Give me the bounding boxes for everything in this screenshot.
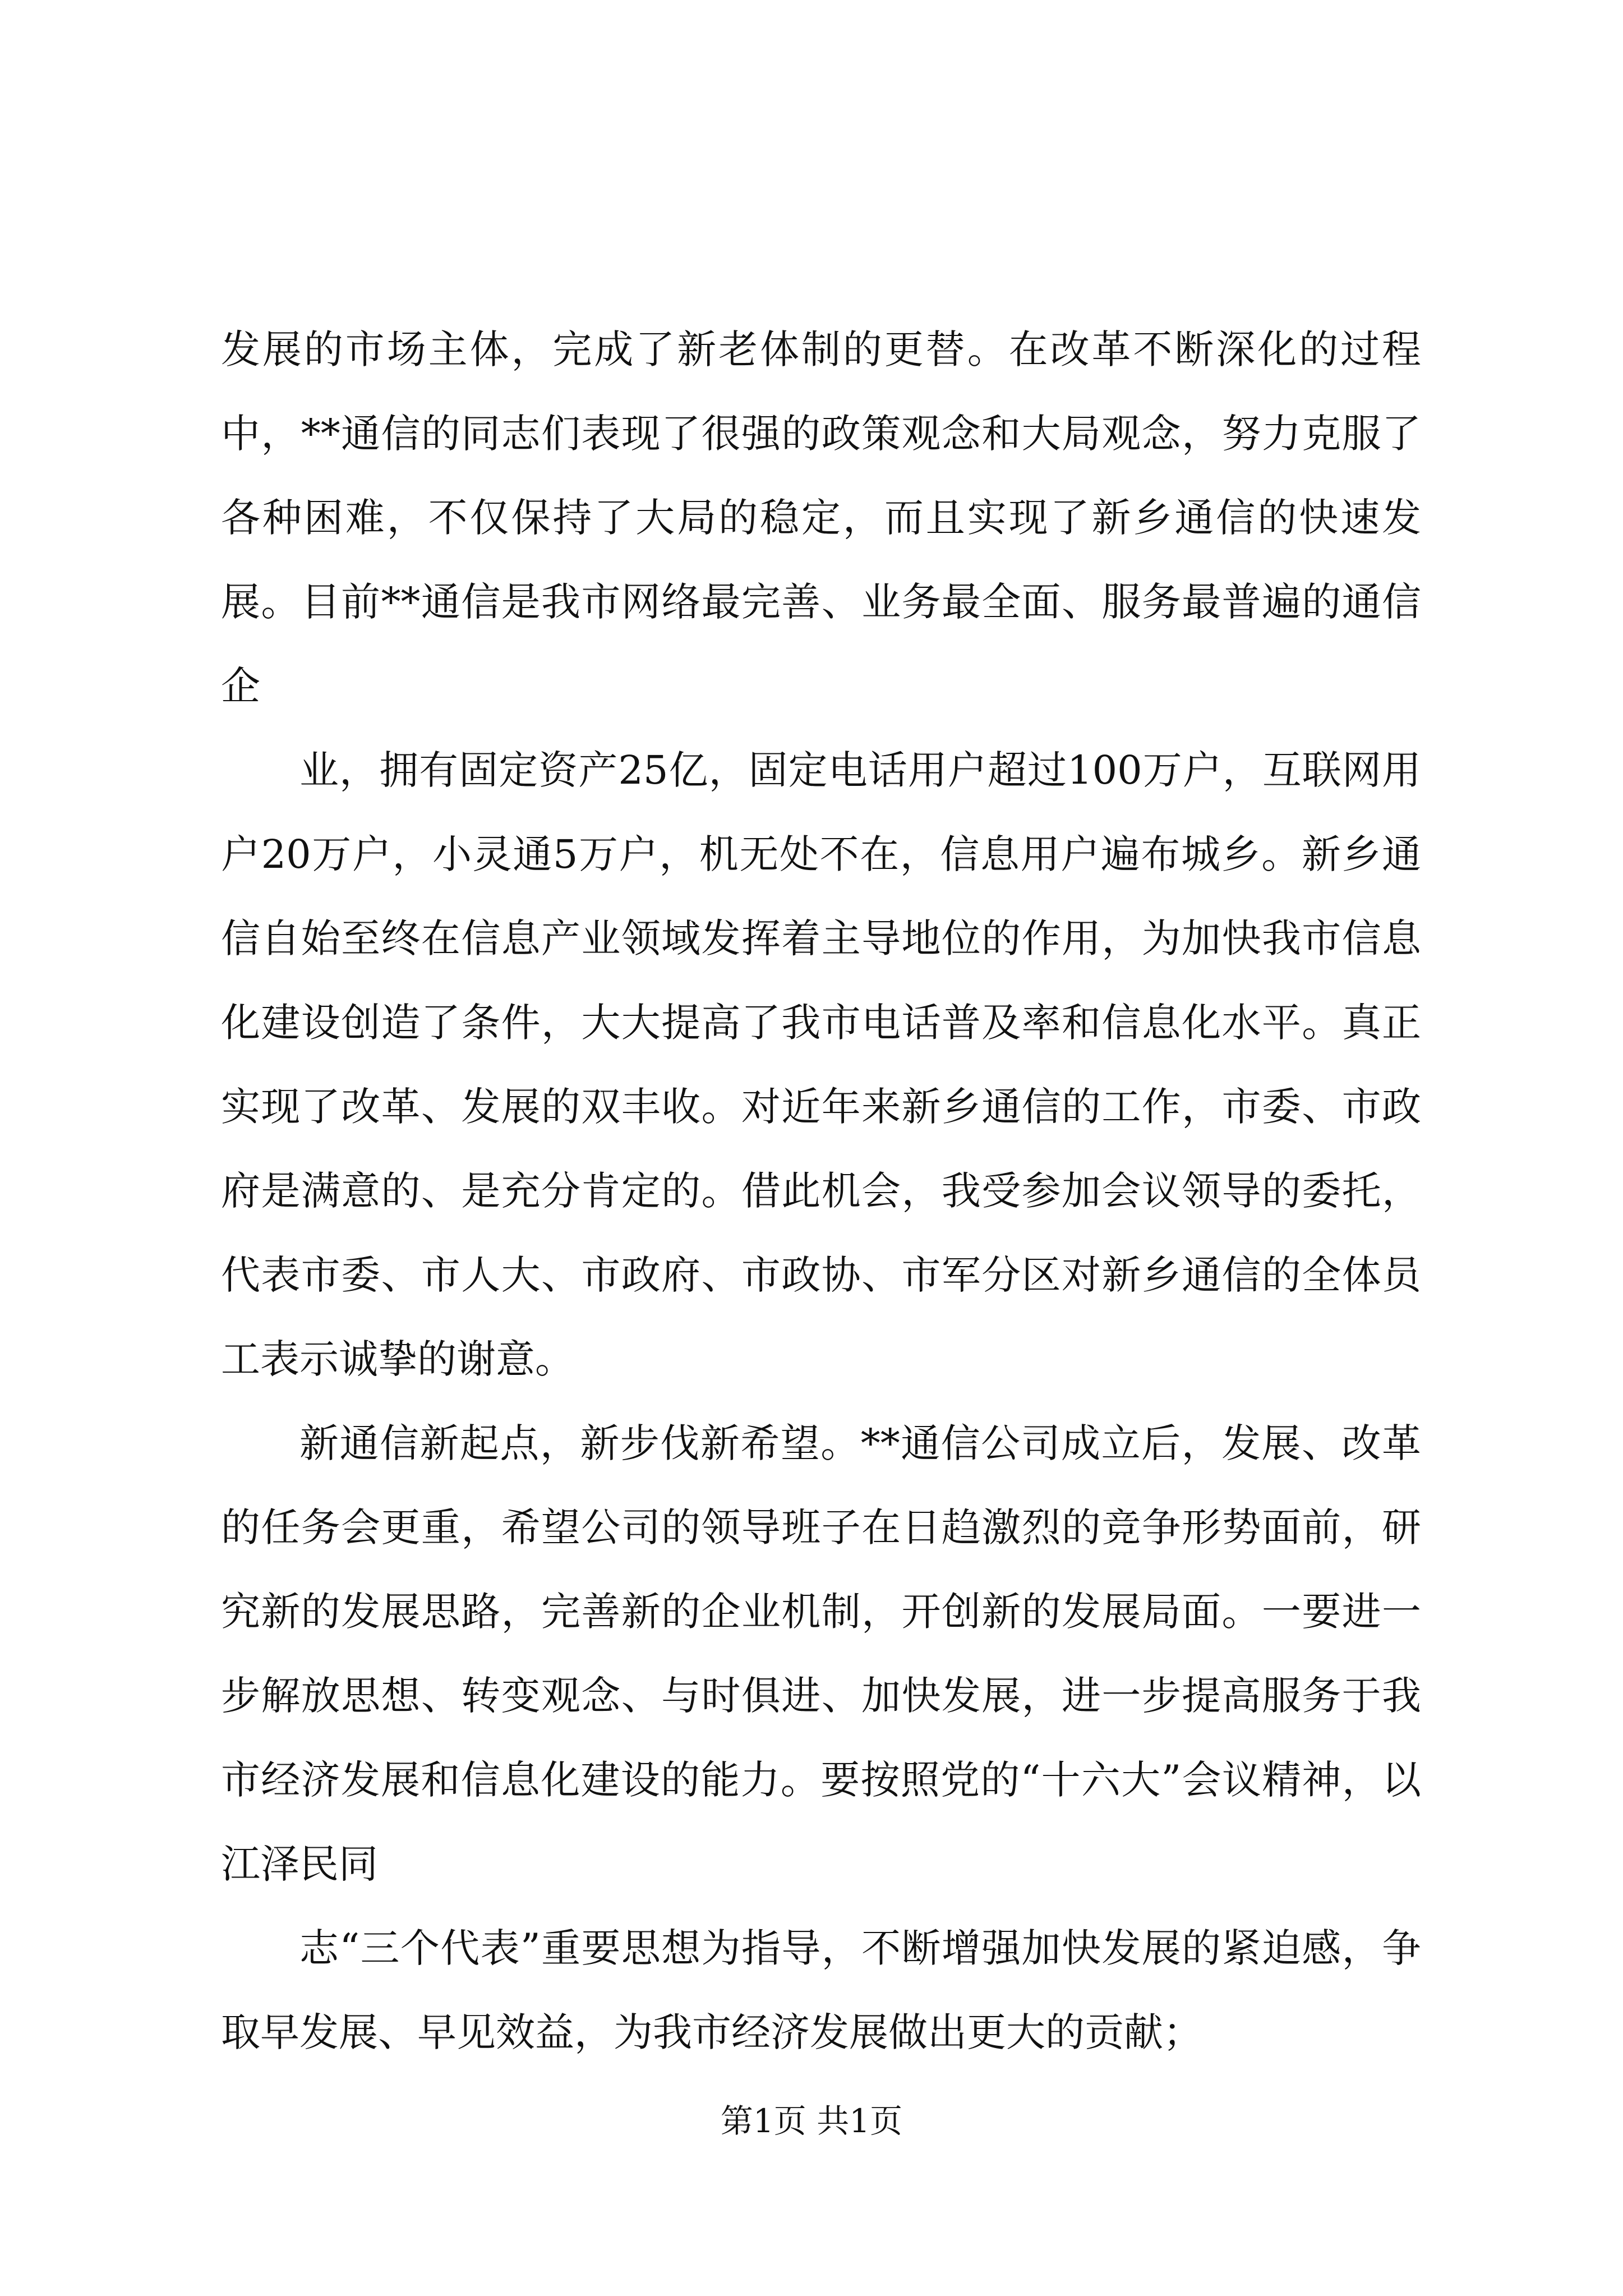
paragraph-1: 发展的市场主体，完成了新老体制的更替。在改革不断深化的过程中，**通信的同志们表现了很强的政策观念和大局观念，努力克服了各种困难，不仅保持了大局的稳定，而且实现了新乡通信的快速发展。目前**通信是我市网络最完善、业务最全面、服务最普遍的通信企: [221, 326, 1421, 709]
paragraph-2: 业，拥有固定资产25亿，固定电话用户超过100万户，互联网用户20万户，小灵通5万户，机无处不在，信息用户遍布城乡。新乡通信自始至终在信息产业领域发挥着主导地位的作用，为加快我市信息化建设创造了条件，大大提高了我市电话普及率和信息化水平。真正实现了改革、发展的双丰收。对近年来新乡通信的工作，市委、市政府是满意的、是充分肯定的。借此机会，我受参加会议领导的委托，代表市委、市人大、市政府、市政协、市军分区对新乡通信的全体员工表示诚挚的谢意。: [221, 747, 1421, 1382]
paragraph-4: 志“三个代表”重要思想为指导，不断增强加快发展的紧迫感，争取早发展、早见效益，为我市经济发展做出更大的贡献；: [221, 1925, 1421, 2055]
page-footer: 第1页 共1页: [720, 2102, 903, 2140]
document-body: [221, 307, 1421, 2074]
paragraph-3: 新通信新起点，新步伐新希望。**通信公司成立后，发展、改革的任务会更重，希望公司的领导班子在日趋激烈的竞争形势面前，研究新的发展思路，完善新的企业机制，开创新的发展局面。一要进一步解放思想、转变观念、与时俱进、加快发展，进一步提高服务于我市经济发展和信息化建设的能力。要按照党的“十六大”会议精神，以江泽民同: [221, 1420, 1421, 1887]
